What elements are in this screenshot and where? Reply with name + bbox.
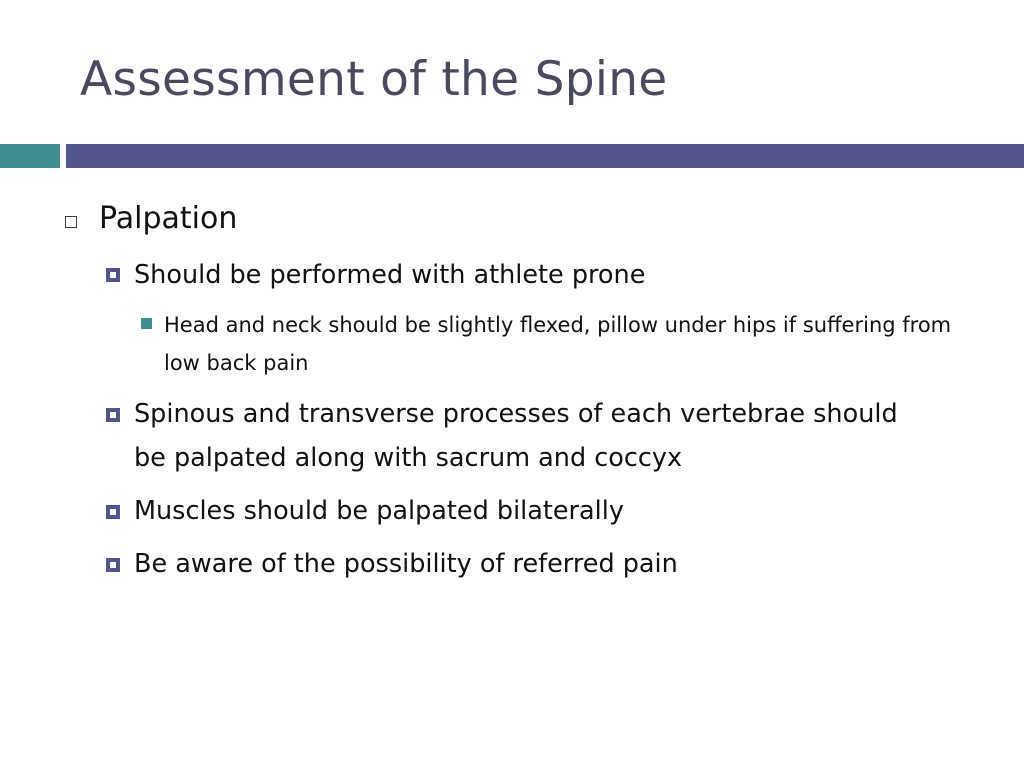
- filled-square-icon: [141, 318, 152, 329]
- bullet-level2-item: Muscles should be palpated bilaterally: [134, 496, 624, 526]
- hollow-square-icon: [65, 216, 77, 228]
- bullet-level1-palpation: Palpation: [99, 201, 238, 236]
- bullet-level2-item: Should be performed with athlete prone: [134, 260, 646, 290]
- bullet-level2-item: Be aware of the possibility of referred pain: [134, 549, 678, 579]
- framed-square-icon: [106, 558, 120, 572]
- title-underline-indigo: [66, 144, 1024, 168]
- framed-square-icon: [106, 408, 120, 422]
- bullet-level3-item: Head and neck should be slightly flexed, pillow under hips if suffering from low back pain: [164, 313, 952, 375]
- framed-square-icon: [106, 268, 120, 282]
- slide-title: Assessment of the Spine: [80, 52, 668, 107]
- framed-square-icon: [106, 505, 120, 519]
- title-underline-teal: [0, 144, 60, 168]
- bullet-level2-item: Spinous and transverse processes of each vertebrae should be palpated along with sacrum and coccyx: [134, 399, 898, 473]
